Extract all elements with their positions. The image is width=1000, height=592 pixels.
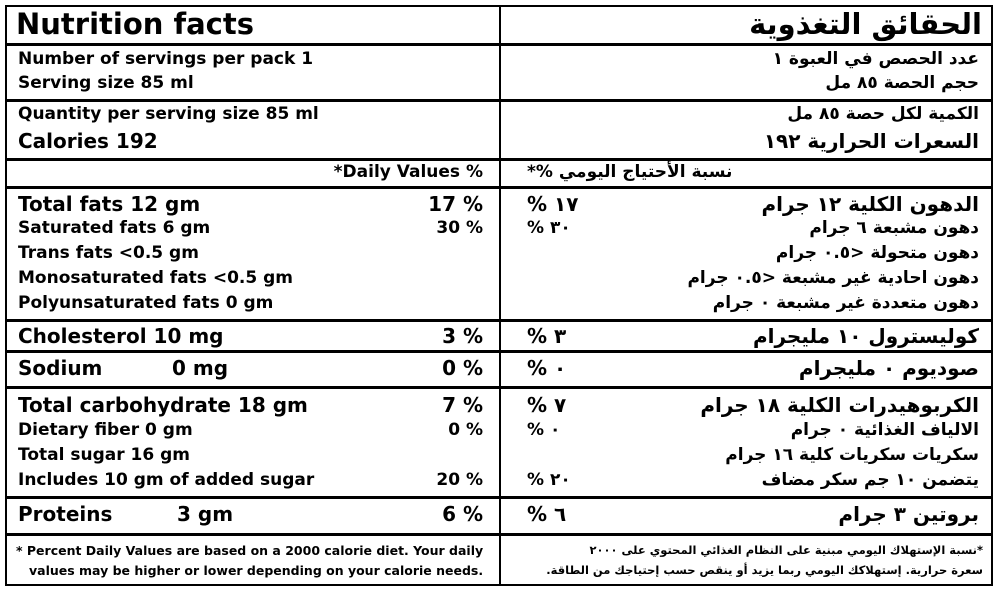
- total-fats-en: Total fats 12 gm: [18, 192, 201, 216]
- added-sugar-pct-ar: % ٢٠: [527, 470, 571, 490]
- serving-size-en: Serving size 85 ml: [18, 73, 194, 93]
- total-carbs-pct-ar: % ٧: [527, 393, 567, 417]
- protein-amount-en: 3 gm: [177, 502, 234, 526]
- sodium-ar: صوديوم ٠ مليجرام: [798, 356, 979, 380]
- footnote-ar-line1: *نسبة الإستهلاك اليومي مبنية على النظام الغذائي المحتوي على ٢٠٠٠: [589, 543, 983, 557]
- dietary-fiber-pct-ar: % ٠: [527, 420, 561, 440]
- saturated-fats-ar: دهون مشبعة ٦ جرام: [809, 218, 979, 238]
- title-en: Nutrition facts: [16, 7, 254, 41]
- protein-ar: بروتين ٣ جرام: [838, 502, 979, 526]
- total-fats-ar: الدهون الكلية ١٢ جرام: [761, 192, 979, 216]
- added-sugar-ar: يتضمن ١٠ جم سكر مضاف: [761, 470, 979, 490]
- title-ar: الحقائق التغذوية: [749, 7, 982, 41]
- total-carbs-en: Total carbohydrate 18 gm: [18, 393, 308, 417]
- added-sugar-en: Includes 10 gm of added sugar: [18, 470, 315, 490]
- calories-ar: السعرات الحرارية ١٩٢: [763, 129, 979, 153]
- calories-en: Calories 192: [18, 129, 158, 153]
- sodium-name-en: Sodium: [18, 356, 103, 380]
- saturated-fats-en: Saturated fats 6 gm: [18, 218, 211, 238]
- total-sugar-en: Total sugar 16 gm: [18, 445, 190, 465]
- footnote-en-line2: values may be higher or lower depending on your calorie needs.: [29, 563, 484, 578]
- dietary-fiber-pct-en: 0 %: [448, 420, 483, 440]
- trans-fats-ar: دهون متحولة <٠.٥ جرام: [775, 243, 979, 263]
- servings-per-pack-ar: عدد الحصص في العبوة ١: [772, 49, 979, 69]
- poly-fats-en: Polyunsaturated fats 0 gm: [18, 293, 274, 313]
- protein-name-en: Proteins: [18, 502, 113, 526]
- sodium-pct-ar: % ٠: [527, 356, 567, 380]
- column-divider: [499, 7, 501, 584]
- quantity-per-serving-en: Quantity per serving size 85 ml: [18, 104, 319, 124]
- trans-fats-en: Trans fats <0.5 gm: [18, 243, 199, 263]
- cholesterol-en: Cholesterol 10 mg: [18, 324, 224, 348]
- total-carbs-ar: الكربوهيدرات الكلية ١٨ جرام: [700, 393, 979, 417]
- saturated-fats-pct-ar: % ٣٠: [527, 218, 571, 238]
- protein-pct-en: 6 %: [442, 502, 483, 526]
- dietary-fiber-en: Dietary fiber 0 gm: [18, 420, 193, 440]
- cholesterol-pct-ar: % ٣: [527, 324, 567, 348]
- footnote-ar-line2: سعرة حرارية. إستهلاكك اليومي ربما يزيد أو ينقص حسب إحتياجك من الطاقة.: [546, 563, 983, 577]
- poly-fats-ar: دهون متعددة غير مشبعة ٠ جرام: [712, 293, 979, 313]
- saturated-fats-pct-en: 30 %: [436, 218, 483, 238]
- cholesterol-ar: كوليسترول ١٠ مليجرام: [752, 324, 979, 348]
- sodium-pct-en: 0 %: [442, 356, 483, 380]
- added-sugar-pct-en: 20 %: [436, 470, 483, 490]
- mono-fats-en: Monosaturated fats <0.5 gm: [18, 268, 293, 288]
- quantity-per-serving-ar: الكمية لكل حصة ٨٥ مل: [787, 104, 979, 124]
- mono-fats-ar: دهون احادية غير مشبعة <٠.٥ جرام: [687, 268, 979, 288]
- dietary-fiber-ar: الالياف الغذائية ٠ جرام: [790, 420, 979, 440]
- footnote-en-line1: * Percent Daily Values are based on a 2000 calorie diet. Your daily: [16, 543, 484, 558]
- daily-values-header-ar: نسبة الأحتياج اليومي %*: [527, 162, 733, 182]
- total-carbs-pct-en: 7 %: [442, 393, 483, 417]
- nutrition-facts-label: [5, 5, 993, 586]
- serving-size-ar: حجم الحصة ٨٥ مل: [825, 73, 979, 93]
- daily-values-header-en: *Daily Values %: [333, 162, 483, 182]
- total-sugar-ar: سكريات سكريات كلية ١٦ جرام: [725, 445, 979, 465]
- total-fats-pct-ar: % ١٧: [527, 192, 579, 216]
- sodium-amount-en: 0 mg: [172, 356, 229, 380]
- servings-per-pack-en: Number of servings per pack 1: [18, 49, 314, 69]
- cholesterol-pct-en: 3 %: [442, 324, 483, 348]
- protein-pct-ar: % ٦: [527, 502, 567, 526]
- total-fats-pct-en: 17 %: [428, 192, 483, 216]
